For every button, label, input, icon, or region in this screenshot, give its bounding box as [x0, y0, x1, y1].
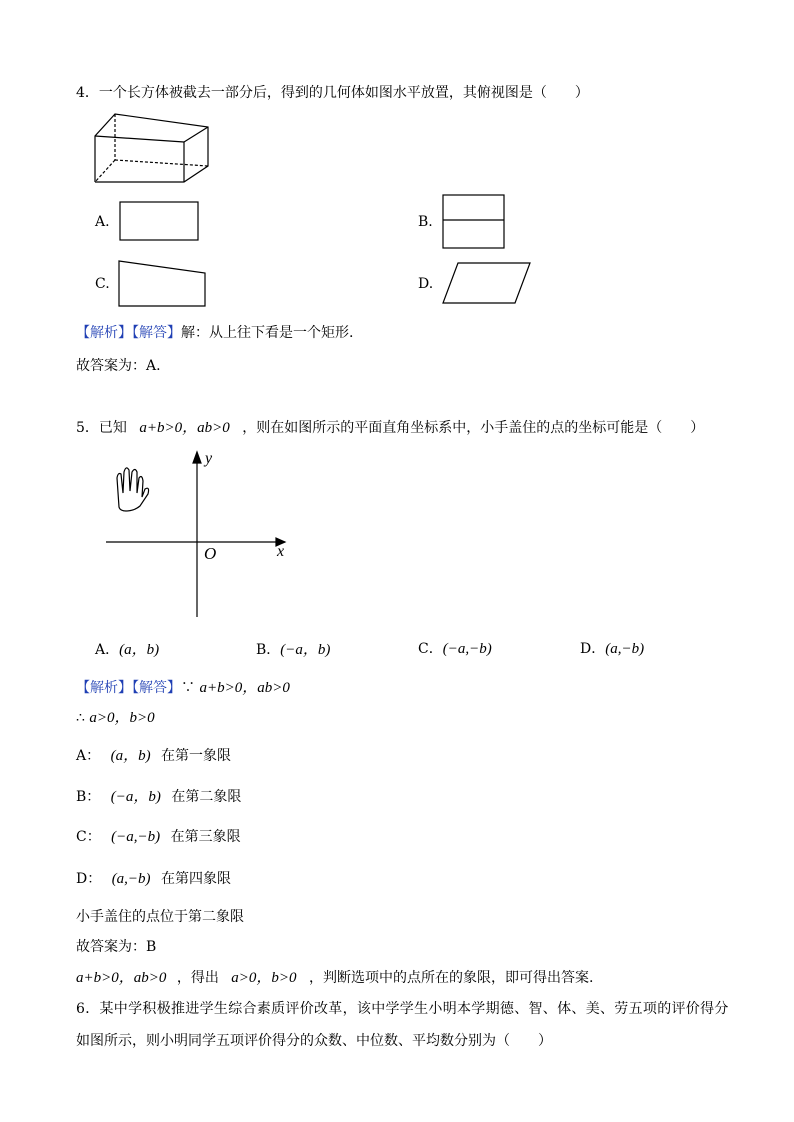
- q5-option-b-label: B．: [256, 642, 281, 658]
- q5-step-a: [76, 744, 231, 765]
- q5-summary-mid: ，得出: [176, 970, 219, 986]
- q4-answer-tag: 【解答】: [132, 325, 181, 341]
- q4-option-b-label: B.: [418, 214, 433, 230]
- q5-option-a-label: A．: [95, 642, 120, 658]
- q5-step-c-label: C：: [76, 829, 101, 845]
- q5-step-a-coord: (a，b): [110, 748, 151, 764]
- q5-step-b-coord: (−a，b): [110, 789, 161, 805]
- q4-option-c-label: C.: [95, 276, 110, 292]
- q5-option-b-value: (−a，b): [280, 642, 331, 658]
- q5-option-a: [95, 638, 159, 659]
- q5-axis-x-label: x: [277, 543, 285, 560]
- q5-hand-text: 小手盖住的点位于第二象限: [76, 909, 244, 925]
- q5-step-d-label: D：: [76, 871, 102, 887]
- q5-step-a-text: 在第一象限: [161, 748, 232, 764]
- q4-option-a-label: A.: [95, 214, 110, 230]
- q5-because: ∵: [181, 680, 195, 696]
- q4-analysis-text: 解：从上往下看是一个矩形.: [181, 325, 354, 341]
- q5-option-d-value: (a,−b): [605, 641, 645, 657]
- q4-analysis-tag: 【解析】: [76, 325, 132, 341]
- q5-step-b-text: 在第二象限: [171, 789, 242, 805]
- q5-analysis: [76, 676, 290, 697]
- q5-option-c-label: C．: [418, 641, 443, 657]
- q5-therefore-symbol: ∴: [76, 710, 85, 726]
- q5-summary: [76, 966, 593, 987]
- q4-conclusion: 故答案为：A.: [76, 358, 161, 374]
- q5-option-c: [418, 638, 492, 658]
- q5-option-d-label: D．: [580, 641, 606, 657]
- q5-option-c-value: (−a,−b): [442, 641, 492, 657]
- q5-step-d-text: 在第四象限: [161, 871, 232, 887]
- q5-analysis-tag: 【解析】: [76, 680, 132, 696]
- q5-step-b: [76, 785, 241, 806]
- q5-step-c: [76, 826, 241, 846]
- q5-step-c-coord: (−a,−b): [111, 829, 161, 845]
- q5-question-prefix: 5．已知: [76, 420, 127, 436]
- q5-because-expr: a+b>0，ab>0: [199, 680, 290, 696]
- q5-step-b-label: B：: [76, 789, 101, 805]
- q5-summary-expr1: a+b>0，ab>0: [76, 970, 167, 986]
- q5-question-suffix: ，则在如图所示的平面直角坐标系中，小手盖住的点的坐标可能是（ ）: [242, 420, 705, 436]
- q5-step-c-text: 在第三象限: [170, 829, 241, 845]
- q5-step-d: [76, 868, 231, 888]
- q5-condition: a+b>0，ab>0: [139, 420, 230, 436]
- q5-summary-end: ，判断选项中的点所在的象限，即可得出答案.: [308, 970, 594, 986]
- q5-summary-expr2: a>0，b>0: [231, 970, 297, 986]
- q5-therefore: [76, 706, 155, 727]
- q6-question-line2: 如图所示，则小明同学五项评价得分的众数、中位数、平均数分别为（ ）: [76, 1033, 552, 1049]
- q5-axis-origin-label: O: [204, 544, 217, 563]
- q5-option-b: [256, 638, 330, 659]
- q4-option-d-label: D.: [418, 276, 434, 292]
- q5-option-a-value: (a，b): [119, 642, 160, 658]
- q5-step-d-coord: (a,−b): [111, 871, 151, 887]
- q6-question-line1: 6．某中学积极推进学生综合素质评价改革，该中学学生小明本学期德、智、体、美、劳五项的评价得分: [76, 1001, 729, 1017]
- q5-option-d: [580, 638, 644, 658]
- q4-question: 4．一个长方体被截去一部分后，得到的几何体如图水平放置，其俯视图是（ ）: [76, 85, 589, 101]
- q5-answer-tag: 【解答】: [132, 680, 181, 696]
- q5-step-a-label: A：: [76, 748, 101, 764]
- q5-axis-y-label: y: [205, 450, 213, 467]
- q5-conclusion: 故答案为：B: [76, 939, 157, 955]
- q5-therefore-expr: a>0，b>0: [89, 710, 155, 726]
